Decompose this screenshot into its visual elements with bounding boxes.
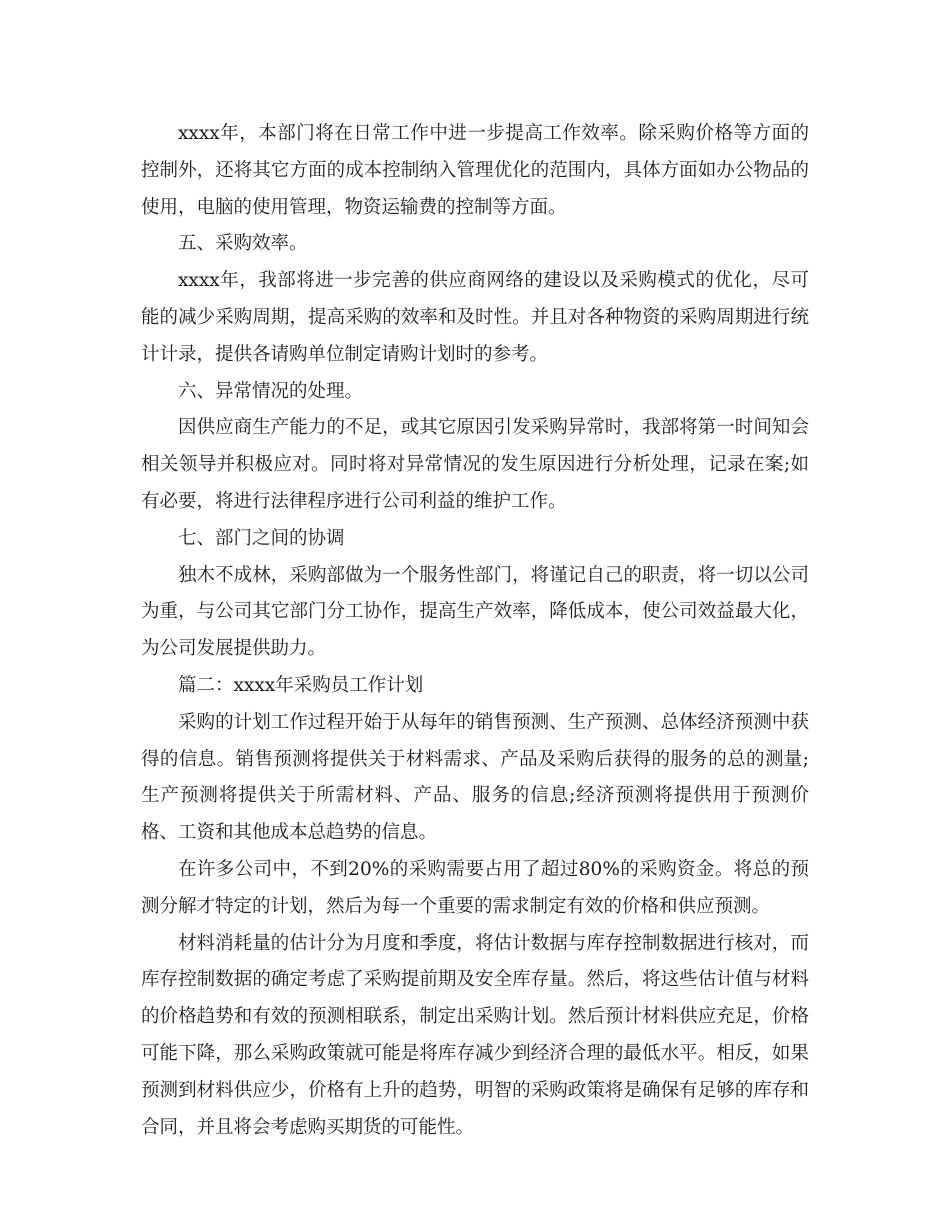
paragraph-exception-handling: 因供应商生产能力的不足，或其它原因引发采购异常时，我部将第一时间知会相关领导并积极应对。同时将对异常情况的发生原因进行分析处理，记录在案;如有必要，将进行法律程序进行公司利益的维护工作。 [141, 417, 809, 512]
paragraph-department-coordination: 独木不成林，采购部做为一个服务性部门，将谨记自己的职责，将一切以公司为重，与公司其它部门分工协作，提高生产效率，降低成本，使公司效益最大化，为公司发展提供助力。 [141, 564, 809, 660]
paragraph-purchase-efficiency: xxxx年，我部将进一步完善的供应商网络的建设以及采购模式的优化，尽可能的减少采购周期，提高采购的效率和及时性。并且对各种物资的采购周期进行统计计录，提供各请购单位制定请购计划时的参考。 [141, 270, 809, 365]
section-heading-department-coordination: 七、部门之间的协调 [178, 527, 345, 549]
document-body [141, 116, 809, 1146]
section-heading-exception-handling: 六、异常情况的处理。 [178, 380, 364, 402]
chapter-heading-buyer-plan: 篇二：xxxx年采购员工作计划 [178, 674, 424, 696]
section-heading-purchase-efficiency: 五、采购效率。 [178, 233, 308, 255]
paragraph-planning-process: 采购的计划工作过程开始于从每年的销售预测、生产预测、总体经济预测中获得的信息。销售预测将提供关于材料需求、产品及采购后获得的服务的总的测量;生产预测将提供关于所需材料、产品、服务的信息;经济预测将提供用于预测价格、工资和其他成本总趋势的信息。 [141, 711, 809, 844]
paragraph-pareto-purchasing: 在许多公司中，不到20%的采购需要占用了超过80%的采购资金。将总的预测分解才特定的计划，然后为每一个重要的需求制定有效的价格和供应预测。 [141, 858, 809, 917]
paragraph-consumption-estimate: 材料消耗量的估计分为月度和季度，将估计数据与库存控制数据进行核对，而库存控制数据的确定考虑了采购提前期及安全库存量。然后，将这些估计值与材料的价格趋势和有效的预测相联系，制定出采购计划。然后预计材料供应充足，价格可能下降，那么采购政策就可能是将库存减少到经济合理的最低水平。相反，如果预测到材料供应少，价格有上升的趋势，明智的采购政策将是确保有足够的库存和合同，并且将会考虑购买期货的可能性。 [141, 932, 809, 1138]
paragraph-cost-control: xxxx年，本部门将在日常工作中进一步提高工作效率。除采购价格等方面的控制外，还将其它方面的成本控制纳入管理优化的范围内，具体方面如办公物品的使用，电脑的使用管理，物资运输费的控制等方面。 [141, 123, 809, 218]
